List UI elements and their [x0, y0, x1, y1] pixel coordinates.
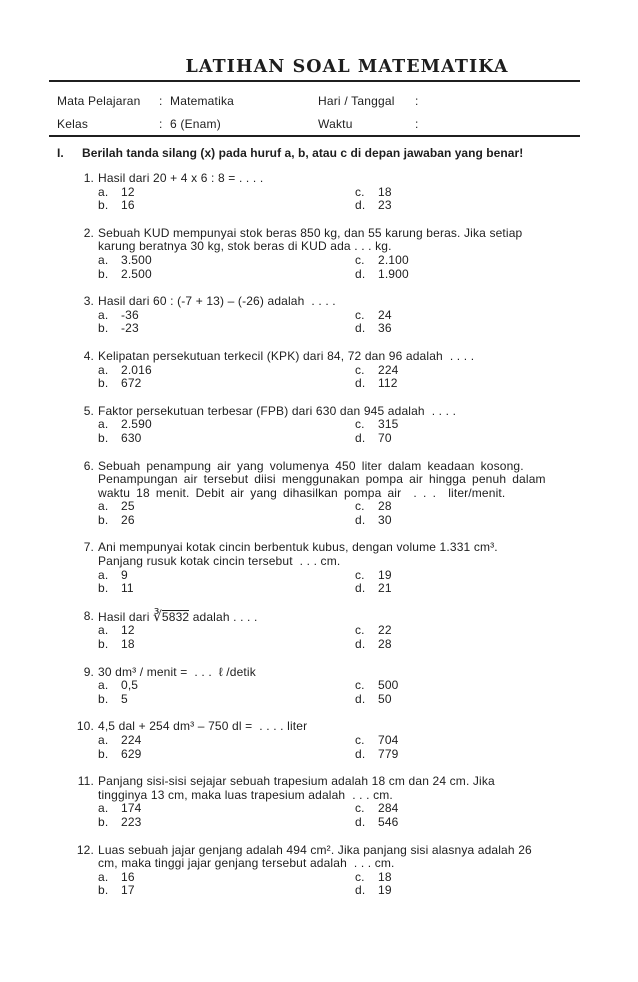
option-value: -23 [121, 321, 139, 336]
question-body [98, 350, 595, 391]
option [98, 254, 355, 268]
option-letter: d. [355, 512, 366, 527]
option [355, 871, 392, 885]
time-label: Waktu [318, 117, 353, 131]
question-item [75, 720, 595, 761]
option-letter: a. [98, 567, 109, 582]
question-text-line [98, 541, 595, 555]
option-value: 779 [378, 746, 399, 761]
option [355, 254, 409, 268]
option-letter: b. [98, 266, 109, 281]
option [98, 322, 355, 336]
option-value: 2.100 [378, 252, 409, 267]
question-body [98, 541, 595, 595]
option-letter: d. [355, 581, 366, 596]
option-letter: c. [355, 623, 365, 638]
option [98, 638, 355, 652]
option-letter: a. [98, 733, 109, 747]
option-value: 18 [378, 869, 392, 884]
subject-value: Matematika [170, 94, 235, 108]
option-letter: b. [98, 746, 109, 761]
option [355, 693, 392, 707]
text-segment: adalah . . . . [189, 609, 258, 624]
option-value: 36 [378, 321, 392, 336]
option-value: 224 [121, 733, 142, 747]
question-body [98, 227, 595, 281]
question-text-line [98, 405, 595, 419]
question-number: 4. [83, 348, 94, 363]
option-letter: d. [355, 198, 366, 213]
option [98, 514, 355, 528]
option [355, 199, 392, 213]
text-segment: Sebuah KUD mempunyai stok beras 850 kg, dan 55 karung beras. Jika setiap [98, 225, 523, 240]
option-letter: a. [98, 801, 109, 816]
option-value: 19 [378, 883, 392, 898]
options-row [98, 816, 595, 830]
option-value: 315 [378, 417, 399, 432]
question-number: 11. [77, 774, 94, 789]
question-number: 6. [83, 458, 94, 473]
option [98, 582, 355, 596]
option-value: 2.590 [121, 417, 152, 432]
option-value: 224 [378, 362, 399, 377]
question-number: 9. [83, 664, 94, 679]
class-value: 6 (Enam) [170, 117, 221, 131]
option-value: 546 [378, 814, 399, 829]
question-item [75, 460, 595, 528]
option-value: 704 [378, 733, 399, 747]
question-body [98, 666, 595, 707]
option-letter: a. [98, 499, 109, 514]
option [355, 638, 392, 652]
option-value: 2.500 [121, 266, 152, 281]
options-row [98, 802, 595, 816]
question-text-line [98, 720, 595, 734]
option-letter: d. [355, 266, 366, 281]
option-value: 18 [121, 637, 135, 652]
options-row [98, 679, 595, 693]
option-letter: c. [355, 307, 365, 322]
option-value: 24 [378, 307, 392, 322]
option [355, 624, 392, 638]
option-value: 16 [121, 198, 135, 213]
question-number: 7. [83, 540, 94, 555]
question-text-line [98, 350, 595, 364]
option-letter: c. [355, 252, 365, 267]
options-row [98, 268, 595, 282]
question-number: 2. [83, 225, 94, 240]
options-row [98, 884, 595, 898]
option-value: 5 [121, 691, 128, 706]
option-letter: d. [355, 883, 366, 898]
option-letter: a. [98, 417, 109, 432]
options-row [98, 309, 595, 323]
text-segment: Luas sebuah jajar genjang adalah 494 cm². Jika panjang sisi alasnya adalah 26 [98, 842, 532, 857]
option-value: 30 [378, 512, 392, 527]
option [355, 748, 398, 762]
option-value: 25 [121, 499, 135, 514]
time-colon: : [415, 117, 419, 131]
class-colon: : [159, 117, 163, 131]
option [98, 199, 355, 213]
question-text-line [98, 844, 595, 858]
option-letter: d. [355, 637, 366, 652]
options-row [98, 364, 595, 378]
option-letter: c. [355, 499, 365, 514]
instruction-text: Berilah tanda silang (x) pada huruf a, b, atau c di depan jawaban yang benar! [82, 146, 524, 160]
text-segment: Kelipatan persekutuan terkecil (KPK) dari 84, 72 dan 96 adalah . . . . [98, 348, 475, 363]
option-letter: a. [98, 362, 109, 377]
section-numeral: I. [57, 146, 64, 160]
option-value: 1.900 [378, 266, 409, 281]
option [355, 582, 392, 596]
option-letter: d. [355, 814, 366, 829]
option-value: 16 [121, 869, 135, 884]
option-value: -36 [121, 307, 139, 322]
question-text-line [98, 789, 595, 803]
option-letter: b. [98, 883, 109, 898]
question-text-line [98, 857, 595, 871]
option-letter: c. [355, 417, 365, 432]
option [355, 514, 392, 528]
question-body [98, 172, 595, 213]
option [98, 418, 355, 432]
question-text-line [98, 473, 595, 487]
option [98, 500, 355, 514]
options-row [98, 322, 595, 336]
option-value: 28 [378, 637, 392, 652]
option-letter: b. [98, 321, 109, 336]
option-value: 500 [378, 678, 399, 693]
options-row [98, 582, 595, 596]
option-value: 11 [121, 581, 134, 596]
options-row [98, 734, 595, 748]
question-body [98, 844, 595, 898]
option-value: 284 [378, 801, 399, 816]
question-item [75, 295, 595, 336]
question-text-line [98, 295, 595, 309]
option [355, 309, 392, 323]
option [98, 432, 355, 446]
question-body [98, 405, 595, 446]
option [98, 884, 355, 898]
question-number: 12. [76, 842, 94, 857]
option-letter: a. [98, 184, 109, 199]
text-segment: 30 dm³ / menit = . . . ℓ /detik [98, 664, 256, 679]
option-letter: b. [98, 691, 109, 706]
option [355, 186, 392, 200]
option-letter: b. [98, 430, 109, 445]
options-row [98, 638, 595, 652]
option [98, 309, 355, 323]
option-letter: d. [355, 376, 366, 391]
option-letter: c. [355, 362, 365, 377]
options-row [98, 377, 595, 391]
text-segment: tingginya 13 cm, maka luas trapesium adalah . . . cm. [98, 787, 393, 802]
option-value: 23 [378, 198, 392, 213]
option-value: 112 [378, 376, 398, 391]
option [355, 679, 398, 693]
option [98, 871, 355, 885]
option-letter: d. [355, 430, 366, 445]
option [355, 802, 398, 816]
question-text-line [98, 555, 595, 569]
text-segment: Sebuah penampung air yang volumenya 450 liter dalam keadaan kosong. [98, 458, 524, 473]
question-item [75, 541, 595, 595]
option-value: 3.500 [121, 252, 152, 267]
text-segment: karung beratnya 30 kg, stok beras di KUD ada . . . kg. [98, 239, 392, 254]
option [98, 802, 355, 816]
option [355, 884, 392, 898]
options-row [98, 199, 595, 213]
question-text-line [98, 775, 595, 789]
question-item [75, 666, 595, 707]
option-letter: a. [98, 623, 109, 638]
question-text-line [98, 172, 595, 186]
option [355, 364, 398, 378]
option-letter: d. [355, 321, 366, 336]
options-row [98, 871, 595, 885]
question-body [98, 610, 595, 652]
subject-colon: : [159, 94, 163, 108]
radicand: 5832 [161, 609, 190, 624]
options-row [98, 514, 595, 528]
option [98, 693, 355, 707]
option [98, 186, 355, 200]
option [355, 268, 409, 282]
question-text-line [98, 460, 595, 474]
options-row [98, 186, 595, 200]
options-row [98, 624, 595, 638]
option-letter: c. [355, 733, 365, 747]
option-value: 26 [121, 512, 135, 527]
text-segment: Panjang rusuk kotak cincin tersebut . . . cm. [98, 554, 341, 569]
text-segment: Hasil dari 20 + 4 x 6 : 8 = . . . . [98, 171, 264, 185]
options-row [98, 418, 595, 432]
option [355, 500, 392, 514]
option-value: 19 [378, 567, 392, 582]
question-number: 5. [83, 403, 94, 418]
subject-label: Mata Pelajaran [57, 94, 141, 108]
question-body [98, 295, 595, 336]
option [98, 377, 355, 391]
option [98, 569, 355, 583]
divider-line-bottom [49, 135, 580, 137]
date-colon: : [415, 94, 419, 108]
option [355, 816, 398, 830]
question-text-line [98, 610, 595, 625]
option-letter: c. [355, 678, 365, 693]
class-label: Kelas [57, 117, 89, 131]
option-value: 28 [378, 499, 392, 514]
option-letter: a. [98, 869, 109, 884]
option-letter: b. [98, 198, 109, 213]
option [355, 377, 398, 391]
options-row [98, 432, 595, 446]
options-row [98, 748, 595, 762]
question-body [98, 720, 595, 761]
text-segment: Hasil dari [98, 609, 153, 624]
option-value: 0,5 [121, 678, 139, 693]
question-text-line [98, 240, 595, 254]
option-value: 21 [378, 581, 392, 596]
option-letter: b. [98, 814, 109, 829]
text-segment: Panjang sisi-sisi sejajar sebuah trapesium adalah 18 cm dan 24 cm. Jika [98, 774, 495, 789]
text-segment: Ani mempunyai kotak cincin berbentuk kubus, dengan volume 1.331 cm³. [98, 540, 498, 555]
text-segment: Penampungan air tersebut diisi menggunakan pompa air hingga penuh dalam [98, 472, 546, 487]
option-letter: d. [355, 691, 366, 706]
option-letter: b. [98, 581, 109, 596]
option-value: 17 [121, 883, 135, 898]
text-segment: Faktor persekutuan terbesar (FPB) dari 630 dan 945 adalah . . . . [98, 403, 457, 418]
option-letter: c. [355, 184, 365, 199]
text-segment: Hasil dari 60 : (-7 + 13) – (-26) adalah . . . . [98, 294, 336, 309]
question-item [75, 405, 595, 446]
option-value: 2.016 [121, 362, 152, 377]
option-letter: b. [98, 512, 109, 527]
option [98, 268, 355, 282]
option [98, 816, 355, 830]
option-letter: b. [98, 376, 109, 391]
option-value: 70 [378, 430, 392, 445]
question-text-line [98, 487, 595, 501]
question-item [75, 610, 595, 652]
question-item [75, 227, 595, 281]
options-row [98, 254, 595, 268]
option-value: 630 [121, 430, 142, 445]
page-title: LATIHAN SOAL MATEMATIKA [185, 57, 509, 77]
date-label: Hari / Tanggal [318, 94, 395, 108]
option-value: 174 [121, 801, 142, 816]
option [355, 432, 392, 446]
question-number: 3. [83, 294, 94, 309]
option-letter: a. [98, 307, 109, 322]
question-text-line [98, 227, 595, 241]
option [355, 734, 398, 748]
question-body [98, 460, 595, 528]
option-value: 12 [121, 623, 135, 638]
question-number: 1. [83, 171, 94, 185]
option [355, 322, 392, 336]
radical-sign: ∛ [153, 608, 162, 625]
option [98, 679, 355, 693]
option-value: 672 [121, 376, 142, 391]
option [355, 418, 398, 432]
question-item [75, 350, 595, 391]
option [355, 569, 392, 583]
options-row [98, 693, 595, 707]
question-body [98, 775, 595, 829]
option-letter: b. [98, 637, 109, 652]
option-value: 12 [121, 184, 135, 199]
question-number: 8. [83, 608, 94, 623]
option-value: 50 [378, 691, 392, 706]
question-item [75, 775, 595, 829]
text-segment: waktu 18 menit. Debit air yang dihasilkan pompa air . . . liter/menit. [98, 485, 506, 500]
questions-list [75, 172, 595, 912]
option-value: 18 [378, 184, 392, 199]
divider-line-top [49, 80, 580, 82]
question-text-line [98, 666, 595, 680]
option [98, 624, 355, 638]
option [98, 748, 355, 762]
option-value: 629 [121, 746, 142, 761]
option-value: 22 [378, 623, 392, 638]
option-value: 223 [121, 814, 142, 829]
option-letter: c. [355, 869, 365, 884]
question-item [75, 844, 595, 898]
options-row [98, 500, 595, 514]
option-letter: d. [355, 746, 366, 761]
text-segment: cm, maka tinggi jajar genjang tersebut adalah . . . cm. [98, 856, 395, 871]
options-row [98, 569, 595, 583]
question-number: 10. [76, 719, 94, 734]
option-letter: c. [355, 801, 365, 816]
question-item [75, 172, 595, 213]
option-value: 9 [121, 567, 128, 582]
option-letter: c. [355, 567, 365, 582]
option-letter: a. [98, 252, 109, 267]
text-segment: 4,5 dal + 254 dm³ – 750 dl = . . . . liter [98, 719, 308, 734]
option [98, 734, 355, 748]
option-letter: a. [98, 678, 109, 693]
option [98, 364, 355, 378]
